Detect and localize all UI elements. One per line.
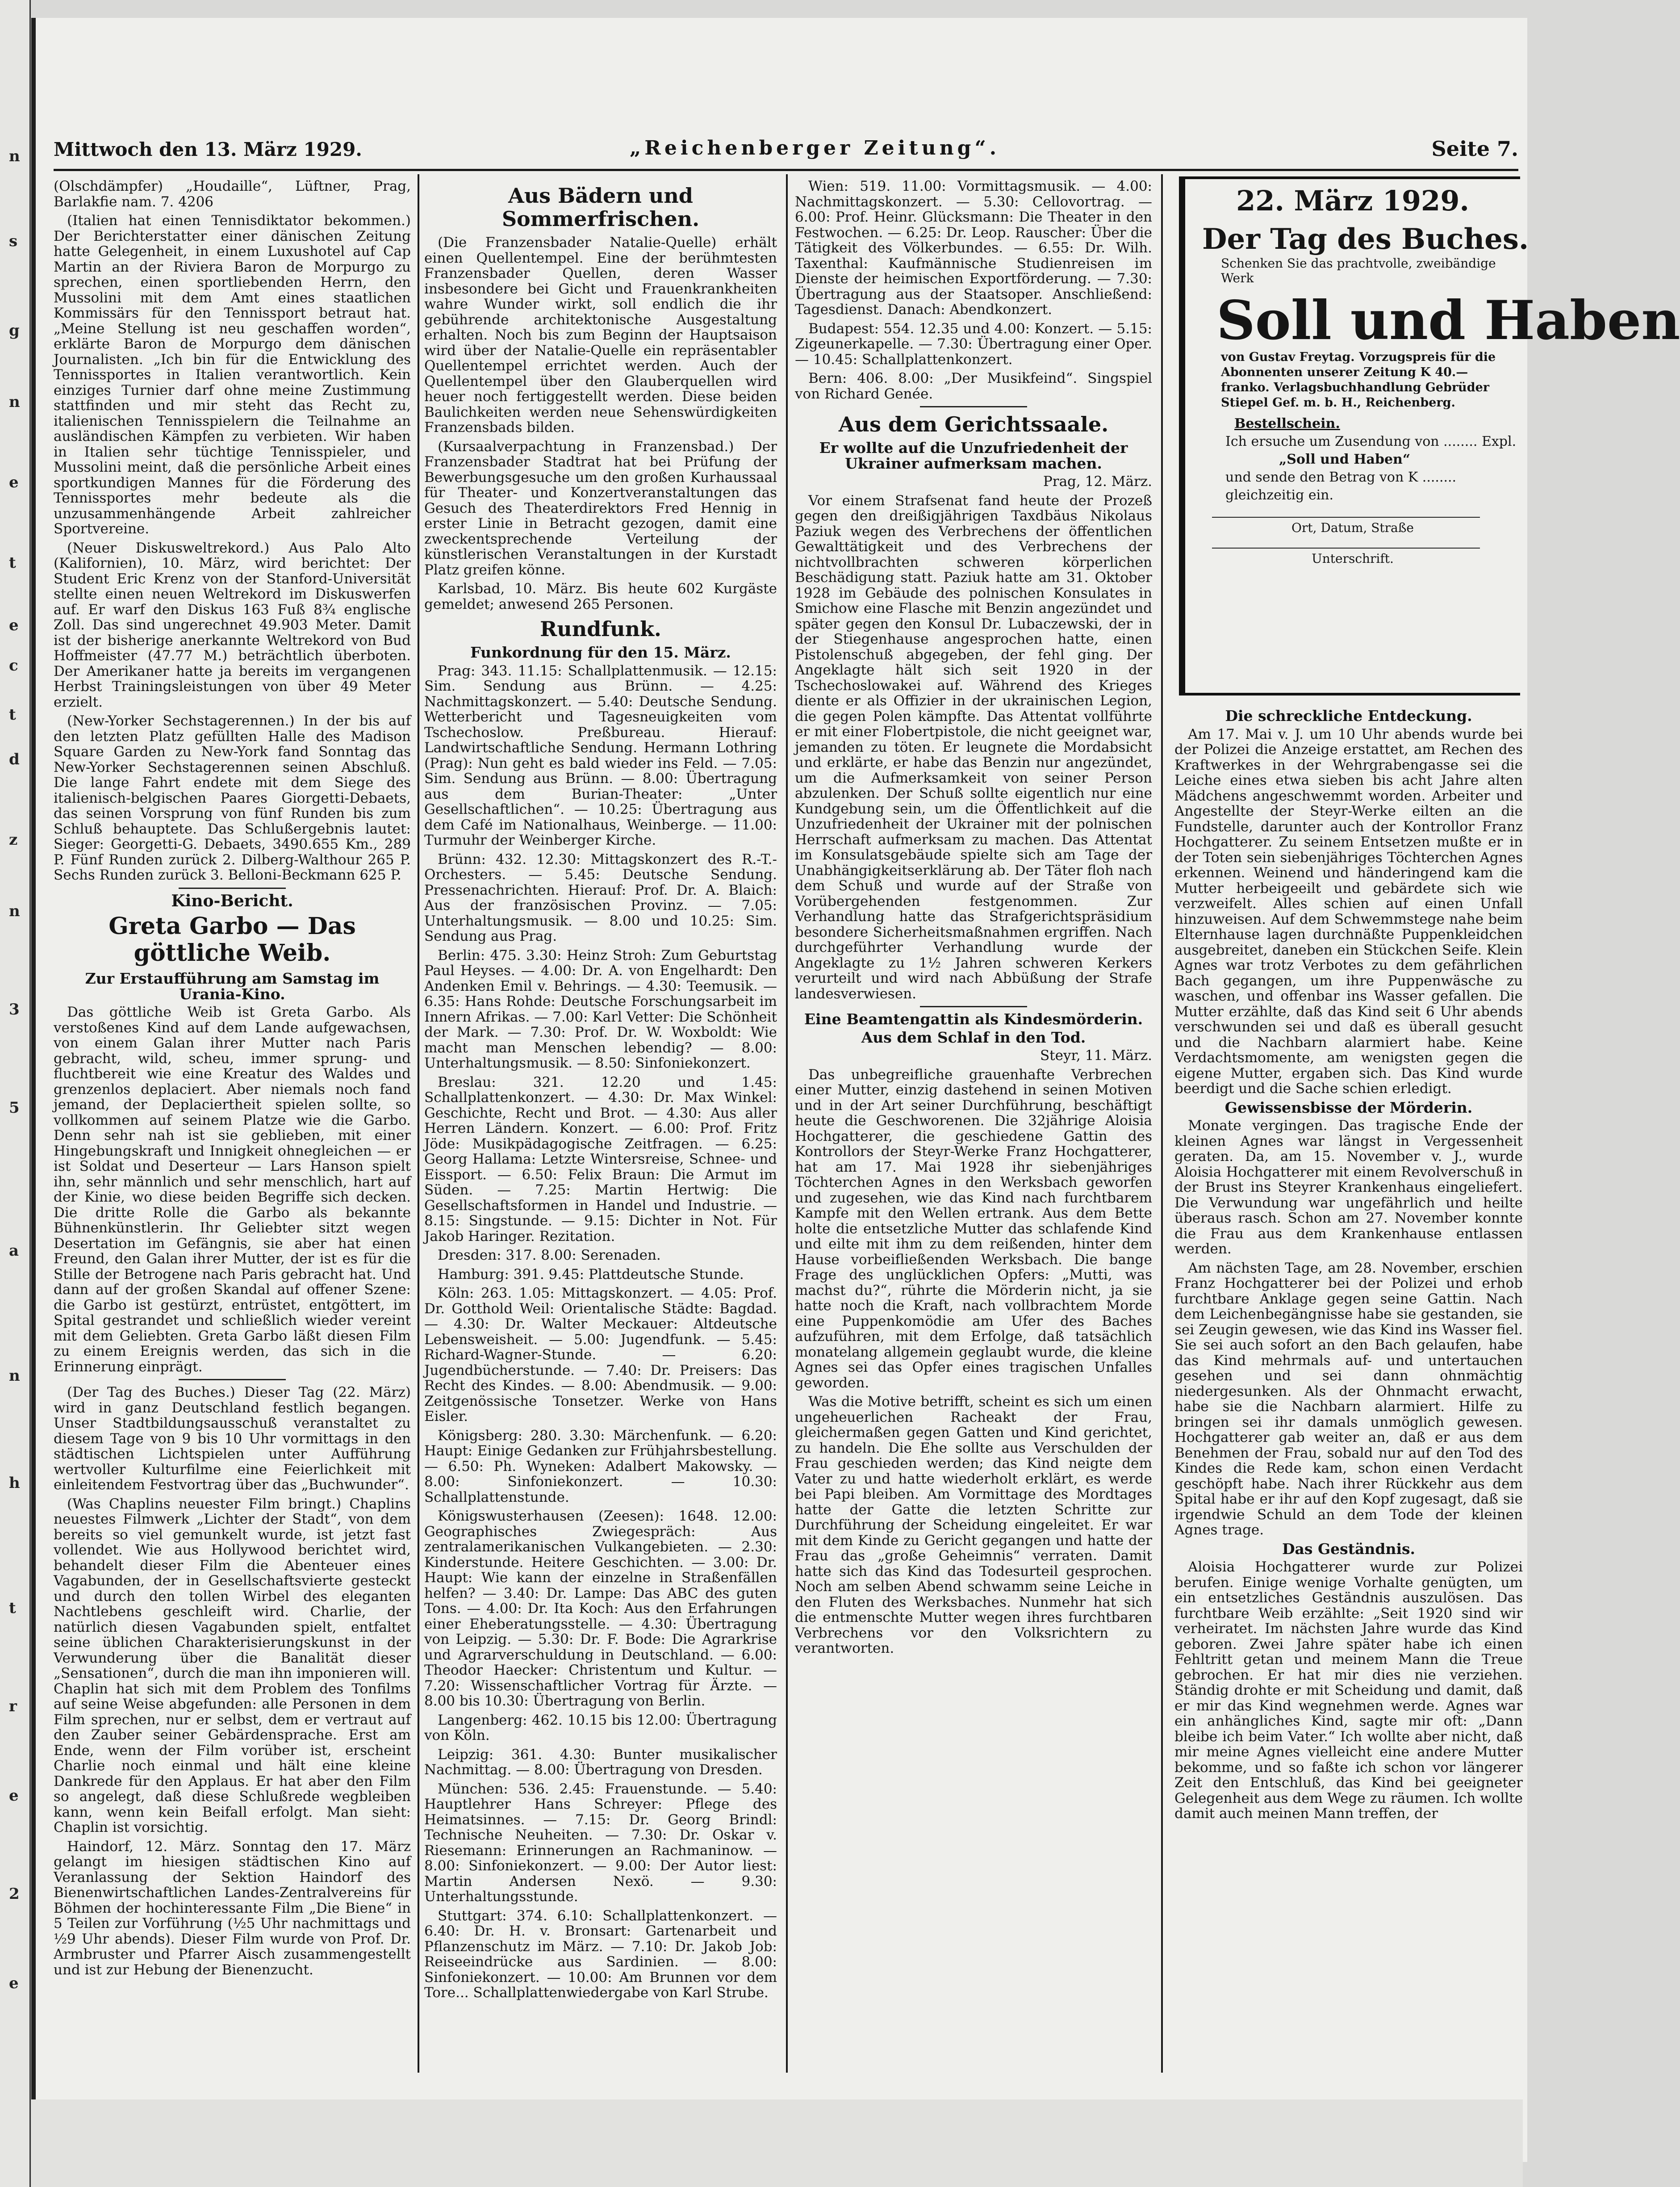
strip-letter: 2 bbox=[9, 1885, 20, 1903]
section-subheading: Die schreckliche Entdeckung. bbox=[1225, 707, 1472, 725]
radio-listing: Brünn: 432. 12.30: Mittagskonzert des R.-T.-Orchesters. — 5.45: Deutsche Sendung. Pressenachrichten. Hierauf: Prof. Dr. A. Blaich: Aus der französischen Provinz. — 7.05: Unterhaltungsmusik. — 8.00 und 10.25: Sim. Sendung aus Prag. bbox=[424, 851, 777, 944]
paragraph: Am nächsten Tage, am 28. November, erschien Franz Hochgatterer bei der Polizei und erhob furchtbare Anklage gegen seine Gattin. Nach dem Leichenbegängnisse habe sie gestanden, sie sei Zeugin gewesen, wie das Kind ins Wasser fiel. Sie sei auch sofort an den Bach gelaufen, habe das Kind mehrmals auf- und untertauchen gesehen und sei dann ohnmächtig niedergesunken. Als der Ohnmacht erwacht, habe sie die Nachbarn alarmiert. Hilfe zu bringen sei ihr damals unmöglich gewesen. Hochgatterer gab weiter an, daß er aus dem Benehmen der Frau, sobald nur auf den Tod des Kindes die Rede kam, schon einen Verdacht geschöpft habe. Nach ihrer Rückkehr aus dem Spital habe er ihr auf den Kopf zugesagt, daß sie irgendwie Schuld an dem Tode der kleinen Agnes trage. bbox=[1174, 1260, 1523, 1538]
paragraph: (Kursaalverpachtung in Franzensbad.) Der Franzensbader Stadtrat hat bei Prüfung der Bewerbungsgesuche um den großen Kurhaussaal für Theater- und Konzertveranstaltungen das Gesuch des Theaterdirektors Fred Hennig in erster Linie in Betracht gezogen, damit eine zweckentsprechende Verteilung der künstlerischen Veranstaltungen in der Kurstadt Platz greifen könne. bbox=[424, 438, 777, 578]
column-4 bbox=[1174, 706, 1523, 2099]
article-subheadline: Zur Erstaufführung am Samstag im Urania-Kino. bbox=[85, 970, 380, 1003]
strip-letter: c bbox=[9, 657, 18, 675]
strip-letter: e bbox=[9, 616, 19, 634]
strip-letter: d bbox=[9, 750, 20, 768]
strip-letter: 3 bbox=[9, 1001, 20, 1018]
article-subheadline: Aus dem Schlaf in den Tod. bbox=[861, 1028, 1086, 1046]
article-headline: Er wollte auf die Unzufriedenheit der Ukrainer aufmerksam machen. bbox=[819, 439, 1128, 472]
strip-letter: n bbox=[9, 1367, 20, 1385]
radio-listing: Dresden: 317. 8.00: Serenaden. bbox=[438, 1247, 661, 1263]
article-headline: Greta Garbo — Das göttliche Weib. bbox=[109, 913, 356, 967]
strip-letter: n bbox=[9, 147, 20, 165]
strip-letter: n bbox=[9, 393, 20, 411]
order-form bbox=[1225, 415, 1520, 504]
paragraph: (Der Tag des Buches.) Dieser Tag (22. März) wird in ganz Deutschland festlich begangen. Unser Stadtbildungsausschuß veranstaltet zu diesem Tage von 9 bis 10 Uhr vormittags in den städtischen Lichtspielen unter Aufführung wertvoller Kulturfilme eine Feierlichkeit mit einleitendem Festvortrag über das „Buchwunder“. bbox=[54, 1384, 411, 1493]
order-form-book: „Soll und Haben“ bbox=[1279, 452, 1411, 467]
masthead: „Reichenberger Zeitung“. bbox=[630, 137, 1000, 159]
paragraph: (Italien hat einen Tennisdiktator bekommen.) Der Berichterstatter einer dänischen Zeitung hatte Gelegenheit, in einem Luxushotel auf Cap Martin an der Riviera Baron de Morpurgo zu sprechen, einen sportliebenden Herrn, den Mussolini mit dem Amt eines staatlichen Kommissärs für den Tennissport betraut hat. „Meine Stellung ist neu geschaffen worden“, erklärte Baron de Morpurgo dem dänischen Journalisten. „Ich bin für die Entwicklung des Tennissportes in Italien verantwortlich. Kein einziges Turnier darf ohne meine Zustimmung stattfinden und mir steht das Recht zu, italienischen Tennisspielern die Teilnahme an ausländischen Kämpfen zu verbieten. Wir haben in Italien sehr tüchtige Tennisspieler, und Mussolini meint, daß die persönliche Arbeit eines sportkundigen Mannes für die Förderung des Tennissportes mehr bedeute als die unzusammenhängende Arbeit zahlreicher Sportvereine. bbox=[54, 213, 411, 537]
paragraph: Vor einem Strafsenat fand heute der Prozeß gegen den dreißigjährigen Taxdbäus Nikolaus Paziuk wegen des Verbrechens der öffentlichen Gewalttätigkeit und des Verbrechens der nichtvollbrachten schweren körperlichen Beschädigung statt. Paziuk hatte am 31. Oktober 1928 im Gebäude des polnischen Konsulates in Smichow eine Flasche mit Benzin angezündet und später gegen den Konsul Dr. Lubaczewski, der in der Stiegenhause angesprochen hatte, einen Pistolenschuß abgegeben, der fehl ging. Der Angeklagte hält sich seit 1920 in der Tschechoslowakei auf. Während des Krieges diente er als Offizier in der ukrainischen Legion, die gegen Polen kämpfte. Das Attentat vollführte er mit einer Flobertpistole, die nicht geeignet war, jemanden zu töten. Er leugnete die Mordabsicht und erklärte, er habe das Benzin nur angezündet, um die Aufmerksamkeit von seiner Person abzulenken. Der Schuß sollte eigentlich nur eine Kundgebung sein, um die Öffentlichkeit auf die Unzufriedenheit der Ukrainer mit der polnischen Herrschaft aufmerksam zu machen. Das Attentat im Konsulatsgebäude spielte sich am Tage der Unabhängigkeitserklärung ab. Der Täter floh nach dem Schuß und wurde auf der Straße von Vorübergehenden festgenommen. Zur Verhandlung hatte das Strafgerichtspräsidium besondere Sicherheitsmaßnahmen ergriffen. Nach durchgeführter Verhandlung wurde der Angeklagte zu 1½ Jahren schweren Kerkers verurteilt und wird nach Abbüßung der Strafe landesverwiesen. bbox=[795, 492, 1152, 1002]
paragraph: (Neuer Diskusweltrekord.) Aus Palo Alto (Kalifornien), 10. März, wird berichtet: Der Student Eric Krenz von der Stanford-Universität stellte einen neuen Weltrekord im Diskuswerfen auf. Er warf den Diskus 163 Fuß 8¾ englische Zoll. Das sind ungerechnet 49.903 Meter. Damit ist der bisherige anerkannte Weltrekord von Bud Hoffmeister (47.77 M.) beträchtlich überboten. Der Amerikaner hatte ja bereits im vergangenen Herbst Trainingsleistungen von über 49 Meter erzielt. bbox=[54, 540, 411, 710]
header-rule bbox=[54, 169, 1518, 171]
order-form-line: und sende den Betrag von K ........ gleichzeitig ein. bbox=[1225, 469, 1457, 503]
paragraph: Aloisia Hochgatterer wurde zur Polizei berufen. Einige wenige Vorhalte genügten, um ein entsetzliches Geständnis auszulösen. Das furchtbare Weib erzählte: „Seit 1920 sind wir verheiratet. Im nächsten Jahre wurde das Kind geboren. Zwei Jahre später habe ich einen Fehltritt getan und meinem Mann die Treue gebrochen. Er hat mir dies nie verziehen. Ständig drohte er mit Scheidung und damit, daß er mir das Kind wegnehmen werde. Agnes war ein anhängliches Kind, sagte mir oft: „Dann bleibe ich beim Vater.“ Ich wollte aber nicht, daß mir meine Agnes vielleicht eine andere Mutter bekomme, und so faßte ich schon vor längerer Zeit den Entschluß, das Kind bei geeigneter Gelegenheit aus dem Wege zu räumen. Ich wollte damit auch meinen Mann treffen, der bbox=[1174, 1559, 1523, 1822]
strip-letter: n bbox=[9, 902, 20, 920]
strip-letter: g bbox=[9, 322, 20, 339]
form-line-rule bbox=[1212, 548, 1480, 549]
paragraph: Am 17. Mai v. J. um 10 Uhr abends wurde bei der Polizei die Anzeige erstattet, am Rechen des Kraftwerkes in der Wehrgrabengasse sei die Leiche eines etwa sieben bis acht Jahre alten Mädchens angeschwemmt worden. Arbeiter und Angestellte der Steyr-Werke eilten an die Fundstelle, darunter auch der Kontrollor Franz Hochgatterer. Zu seinem Entsetzen mußte er in der Toten sein siebenjähriges Töchterchen Agnes erkennen. Weinend und händeringend kam die Mutter herbeigeeilt und gebärdete sich wie verzweifelt. Alles schien auf einen Unfall hinzuweisen. Auf dem Schwemmstege nahe beim Elternhause lagen durchnäßte Puppenkleidchen ausgebreitet, daneben ein Stückchen Seife. Klein Agnes war trotz Verbotes zu dem gefährlichen Bach gegangen, um ihre Puppenwäsche zu waschen, und offenbar ins Wasser gefallen. Die Mutter erzählte, daß das Kind seit 6 Uhr abends verschwunden sei und daß es überall gesucht und die Nachbarn alarmiert habe. Keine Verdachtsmomente, am wenigsten gegen die eigene Mutter, ergaben sich. Das Kind wurde beerdigt und die Sache schien erledigt. bbox=[1174, 726, 1523, 1097]
article-headline: Eine Beamtengattin als Kindesmörderin. bbox=[804, 1010, 1143, 1028]
divider bbox=[920, 1006, 1027, 1007]
divider bbox=[179, 888, 286, 889]
radio-listing: Breslau: 321. 12.20 und 1.45: Schallplattenkonzert. — 4.30: Dr. Max Winkel: Geschichte, Recht und Brot. — 4.30: Aus aller Herren Ländern. Konzert. — 6.00: Prof. Fritz Jöde: Musikpädagogische Zeitfragen. — 6.25: Georg Hallama: Letzte Wintersreise, Schnee- und Eissport. — 6.50: Felix Braun: Die Armut im Süden. — 7.25: Martin Hertwig: Die Gesellschaftsformen in Handel und Industrie. — 8.15: Singstunde. — 9.15: Dichter in Not. Für Jakob Haringer. Rezitation. bbox=[424, 1074, 777, 1244]
ad-date: 22. März 1929. bbox=[1236, 184, 1469, 217]
column-2 bbox=[424, 179, 777, 2099]
strip-letter: t bbox=[9, 1599, 16, 1617]
ad-tagline: Schenken Sie das prachtvolle, zweibändige Werk bbox=[1221, 256, 1496, 285]
strip-letter: t bbox=[9, 554, 16, 572]
ad-title: Der Tag des Buches. bbox=[1202, 222, 1529, 256]
section-heading: Aus Bädern und Sommerfrischen. bbox=[501, 184, 700, 231]
radio-listing: München: 536. 2.45: Frauenstunde. — 5.40: Hauptlehrer Hans Schreyer: Pflege des Heimatsinnes. — 7.15: Dr. Georg Brindl: Technische Neuheiten. — 7.30: Dr. Oskar v. Riesemann: Erinnerungen an Rachmaninow. — 8.00: Sinfoniekonzert. — 9.00: Der Autor liest: Martin Andersen Nexö. — 9.30: Unterhaltungsstunde. bbox=[424, 1781, 777, 1905]
paragraph: (Olschdämpfer) „Houdaille“, Lüftner, Prag, Barlakfie nam. 7. 4206 bbox=[54, 178, 411, 210]
divider bbox=[179, 1379, 286, 1380]
column-1 bbox=[54, 179, 411, 2099]
form-caption-place-date: Ort, Datum, Straße bbox=[1291, 520, 1414, 535]
section-heading: Aus dem Gerichtssaale. bbox=[838, 412, 1109, 436]
radio-listing: Stuttgart: 374. 6.10: Schallplattenkonzert. — 6.40: Dr. H. v. Bronsart: Gartenarbeit und Pflanzenschutz im März. — 7.10: Dr. Jakob Job: Reiseeindrücke aus Sardinien. — 8.00: Sinfoniekonzert. — 10.00: Am Brunnen vor dem Tore... Schallplattenwiedergabe von Karl Strube. bbox=[424, 1907, 777, 2001]
strip-letter: a bbox=[9, 1242, 19, 1260]
ad-book-title: Soll und Haben bbox=[1216, 289, 1680, 352]
paragraph: Haindorf, 12. März. Sonntag den 17. März gelangt im hiesigen städtischen Kino auf Veranlassung der Sektion Haindorf des Bienenwirtschaftlichen Landes-Zentralvereins für Böhmen der hochinteressante Film „Die Biene“ in 5 Teilen zur Vorführung (½5 Uhr nachmittags und ½9 Uhr abends). Dieser Film wurde von Prof. Dr. Armbruster und Pfarrer Aisch zusammengestellt und ist zur Hebung der Bienenzucht. bbox=[54, 1838, 411, 1978]
radio-listing: Köln: 263. 1.05: Mittagskonzert. — 4.05: Prof. Dr. Gotthold Weil: Orientalische Städte: Bagdad. — 4.30: Dr. Walter Meckauer: Altdeutsche Lebensweisheit. — 5.00: Jugendfunk. — 5.45: Richard-Wagner-Stunde. — 6.20: Jugendbücherstunde. — 7.40: Dr. Preisers: Das Recht des Kindes. — 8.00: Abendmusik. — 9.00: Zeitgenössische Tonsetzer. Werke von Hans Eisler. bbox=[424, 1285, 777, 1424]
form-caption-signature: Unterschrift. bbox=[1312, 551, 1394, 566]
dateline: Steyr, 11. März. bbox=[1040, 1047, 1152, 1064]
strip-letter: 5 bbox=[9, 1099, 20, 1117]
paragraph: (Die Franzensbader Natalie-Quelle) erhält einen Quellentempel. Eine der berühmtesten Franzensbader Quellen, deren Wasser insbesondere bei Gicht und Frauenkrankheiten wahre Wunder wirkt, soll endlich die ihr gebührende architektonische Ausgestaltung erhalten. Noch bis zum Beginn der Hauptsaison wird über der Natalie-Quelle ein repräsentabler Quellentempel errichtet werden. Auch der Quellentempel über den Glauberquellen wird heuer noch fertiggestellt werden. Diese beiden Baulichkeiten werden neue Sehenswürdigkeiten Franzensbads bilden. bbox=[424, 235, 777, 436]
column-3 bbox=[795, 179, 1152, 2099]
paragraph: (Was Chaplins neuester Film bringt.) Chaplins neuestes Filmwerk „Lichter der Stadt“, von dem bereits so viel gemunkelt wurde, ist jetzt fast vollendet. Wie aus Hollywood berichtet wird, behandelt dieser Film die Abenteuer eines Vagabunden, der in Gesellschaftsvierte gesteckt und durch den tollen Wirbel des eleganten Nachtlebens geschleift wird. Charlie, der natürlich diesen Vagabunden spielt, entfaltet seine üblichen Charakterisierungskunst in der Verwunderung über die Banalität dieser „Sensationen“, durch die man ihn imponieren will. Chaplin hat sich mit dem Problem des Tonfilms auf seine Weise abgefunden: alle Personen in dem Film sprechen, nur er selbst, dem er vertraut auf den Zauber seiner Gebärdensprache. Erst am Ende, wenn der Film vorüber ist, erscheint Charlie noch einmal und hält eine kleine Dankrede für den Applaus. Er hat aber den Film so angelegt, daß diese Schlußrede wegbleiben kann, wenn kein Beifall erfolgt. Man sieht: Chaplin ist vorsichtig. bbox=[54, 1496, 411, 1835]
radio-listing: Königsberg: 280. 3.30: Märchenfunk. — 6.20: Haupt: Einige Gedanken zur Frühjahrsbestellung. — 6.50: Ph. Wyneken: Adalbert Makowsky. — 8.00: Sinfoniekonzert. — 10.30: Schallplattenstunde. bbox=[424, 1427, 777, 1505]
divider bbox=[920, 406, 1027, 407]
radio-listing: Königswusterhausen (Zeesen): 1648. 12.00: Geographisches Zwiegespräch: Aus zentralamerikanischen Vulkangebieten. — 2.30: Kinderstunde. Heitere Geschichten. — 3.00: Dr. Haupt: Wie kann der einzelne in Straßenfällen helfen? — 3.40: Dr. Lampe: Das ABC des guten Tons. — 4.00: Dr. Ita Koch: Aus den Erfahrungen einer Eheberatungsstelle. — 4.30: Übertragung von Leipzig. — 5.30: Dr. F. Bode: Die Agrarkrise und Agrarverschuldung in Deutschland. — 6.00: Theodor Haecker: Christentum und Kultur. — 7.20: Wissenschaftlicher Vortrag für Ärzte. — 8.00 bis 10.30: Übertragung von Berlin. bbox=[424, 1508, 777, 1709]
order-form-line: Ich ersuche um Zusendung von ........ Expl. bbox=[1225, 434, 1517, 449]
radio-listing: Bern: 406. 8.00: „Der Musikfeind“. Singspiel von Richard Genée. bbox=[795, 370, 1152, 402]
page-number: Seite 7. bbox=[1431, 137, 1518, 161]
radio-listing: Prag: 343. 11.15: Schallplattenmusik. — 12.15: Sim. Sendung aus Brünn. — 4.25: Nachmittagskonzert. — 5.40: Deutsche Sendung. Wetterbericht und Tagesneuigkeiten vom Tschechoslow. Preßbureau. Hierauf: Landwirtschaftliche Sendung. Hermann Lothring (Prag): Nun geht es bald wieder ins Feld. — 7.05: Sim. Sendung aus Brünn. — 8.00: Übertragung aus dem Burian-Theater: „Unter Gesellschaftlichen“. — 10.25: Übertragung aus dem Café im Nationalhaus, Weinberge. — 11.00: Turmuhr der Weinberger Kirche. bbox=[424, 662, 777, 848]
section-subheading: Das Geständnis. bbox=[1282, 1540, 1416, 1558]
radio-listing: Hamburg: 391. 9.45: Plattdeutsche Stunde. bbox=[438, 1266, 744, 1282]
column-divider bbox=[1161, 174, 1163, 2073]
strip-letter: e bbox=[9, 1974, 19, 1992]
strip-letter: h bbox=[9, 1474, 20, 1492]
section-subheading: Funkordnung für den 15. März. bbox=[470, 644, 731, 661]
book-advertisement bbox=[1179, 176, 1680, 695]
strip-letter: t bbox=[9, 706, 16, 724]
page-header bbox=[54, 134, 1518, 174]
form-line-rule bbox=[1212, 517, 1480, 518]
paragraph: Monate vergingen. Das tragische Ende der kleinen Agnes war längst in Vergessenheit geraten. Da, am 15. November v. J., wurde Aloisia Hochgatterer mit einem Revolverschuß in der Brust ins Steyrer Krankenhaus eingeliefert. Die Verwundung war ungefährlich und heilte überaus rasch. Schon am 27. November konnte die Frau aus dem Krankenhause entlassen werden. bbox=[1174, 1118, 1523, 1257]
strip-letter: e bbox=[9, 473, 19, 491]
paragraph: Was die Motive betrifft, scheint es sich um einen ungeheuerlichen Racheakt der Frau, gleichermaßen gegen Gatten und Kind gerichtet, zu handeln. Die Ehe sollte aus Verschulden der Frau geschieden werden; das Kind neigte dem Vater zu und hatte wiederholt erklärt, es werde bei Papi bleiben. Am Vormittage des Mordtages hatte der Gatte die letzten Schritte zur Durchführung der Scheidung eingeleitet. Er war mit dem Kinde zu Gericht gegangen und hatte der Frau das „große Geheimnis“ verraten. Damit hatte sich das Kind das Todesurteil gesprochen. Noch am selben Abend schwamm seine Leiche in den Fluten des Werksbaches. Nunmehr hat sich die entmenschte Mutter wegen ihres furchtbaren Verbrechens vor den Volksrichtern zu verantworten. bbox=[795, 1394, 1152, 1656]
radio-listing: Berlin: 475. 3.30: Heinz Stroh: Zum Geburtstag Paul Heyses. — 4.00: Dr. A. von Engelhardt: Den Andenken Emil v. Behrings. — 4.30: Teemusik. — 6.35: Hans Rohde: Deutsche Forschungsarbeit im Innern Afrikas. — 7.00: Karl Vetter: Die Schönheit der Mark. — 7.30: Prof. Dr. W. Woxboldt: Wie macht man Menschen lebendig? — 8.00: Unterhaltungsmusik. — 8.50: Sinfoniekonzert. bbox=[424, 947, 777, 1071]
issue-date: Mittwoch den 13. März 1929. bbox=[54, 138, 362, 160]
paragraph: Das göttliche Weib ist Greta Garbo. Als verstoßenes Kind auf dem Lande aufgewachsen, von einem Galan ihrer Mutter nach Paris gebracht, wild, scheu, immer sprung- und fluchtbereit wie eine Kreatur des Waldes und grenzenlos deplaciert. Aber niemals noch fand jemand, der Deplaciertheit spielen sollte, so vollkommen auf seinem Platze wie die Garbo. Denn sehr nah ist sie geblieben, mit einer Hingebungskraft und Innigkeit ohnegleichen — er ist Soldat und Deserteur — Lars Hanson spielt ihn, sehr männlich und sehr menschlich, hart auf der Kinie, wo diese beiden Begriffe sich decken. Die dritte Rolle die Garbo als bekannte Bühnenkünstlerin. Ihr Geliebter sitzt wegen Desertation im Gefängnis, sie aber hat einen Freund, den Galan ihrer Mutter, der ist es für die Stille der Betrogene nach Paris gebracht hat. Und dann auf der großen Skandal auf offener Szene: die Garbo ist gestürzt, entrüstet, entgöttert, im Spital gestrandet und schließlich wieder vereint mit dem Geliebten. Greta Garbo läßt diesen Film zu einem Ereignis werden, das sich in die Erinnerung einprägt. bbox=[54, 1004, 411, 1375]
strip-letter: r bbox=[9, 1697, 17, 1715]
ad-publisher: von Gustav Freytag. Vorzugspreis für die Abonnenten unserer Zeitung K 40.— franko. Verlagsbuchhandlung Gebrüder Stiepel Gef. m. b. H., Reichenberg. bbox=[1221, 350, 1496, 410]
paragraph: Das unbegreifliche grauenhafte Verbrechen einer Mutter, einzig dastehend in seinen Motiven und in der Art seiner Durchführung, beschäftigt heute die Geschworenen. Die 32jährige Aloisia Hochgatterer, die geschiedene Gattin des Kontrollors der Steyr-Werke Franz Hochgatterer, hat am 17. Mai 1928 ihr siebenjähriges Töchterchen Agnes in den Werksbach geworfen und zugesehen, wie das Kind nach furchtbarem Kampfe mit den Wellen ertrank. Aus dem Bette holte die entsetzliche Mutter das schlafende Kind und eilte mit ihm zu dem reißenden, hinter dem Hause vorbeifließenden Werksbach. Die bange Frage des unglücklichen Opfers: „Mutti, was machst du?“, rührte die Mörderin nicht, ja sie hatte noch die Kraft, nach vollbrachtem Morde eine Puppenkomödie am Ufer des Baches aufzuführen, mit dem Erfolge, daß tatsächlich monatelang allgemein geglaubt wurde, die kleine Agnes sei das Opfer eines tragischen Unfalles geworden. bbox=[795, 1066, 1152, 1391]
strip-letter: e bbox=[9, 1787, 19, 1805]
strip-letter: z bbox=[9, 831, 18, 849]
left-margin-strip bbox=[0, 0, 31, 2187]
section-heading: Kino-Bericht. bbox=[171, 891, 293, 910]
column-divider bbox=[786, 174, 788, 2073]
paragraph: Karlsbad, 10. März. Bis heute 602 Kurgäste gemeldet; anwesend 265 Personen. bbox=[424, 581, 777, 612]
section-subheading: Gewissensbisse der Mörderin. bbox=[1224, 1098, 1473, 1116]
page-bottom-margin bbox=[31, 2099, 1523, 2187]
radio-listing: Leipzig: 361. 4.30: Bunter musikalischer Nachmittag. — 8.00: Übertragung von Dresden. bbox=[424, 1746, 777, 1778]
radio-listing: Wien: 519. 11.00: Vormittagsmusik. — 4.00: Nachmittagskonzert. — 5.30: Cellovortrag. — 6.00: Prof. Heinr. Glücksmann: Die Theater in den Festwochen. — 6.25: Dr. Leop. Rauscher: Über die Tätigkeit des Völkerbundes. — 6.55: Dr. Wilh. Taxenthal: Kaufmännische Studienreisen im Dienste der heimischen Exportförderung. — 7.30: Übertragung aus der Staatsoper. Anschließend: Tagesdienst. Danach: Abendkonzert. bbox=[795, 178, 1152, 318]
section-heading: Rundfunk. bbox=[540, 617, 661, 641]
paragraph: (New-Yorker Sechstagerennen.) In der bis auf den letzten Platz gefüllten Halle des Madison Square Garden zu New-York fand Sonntag das New-Yorker Sechstagerennen seinen Abschluß. Die lange Fahrt endete mit dem Siege des italienisch-belgischen Paares Giorgetti-Debaets, das seinen Vorsprung von fünf Runden bis zum Schluß behauptete. Das Schlußergebnis lautet: Sieger: Georgetti-G. Debaets, 3490.655 Km., 289 P. Fünf Runden zurück 2. Dilberg-Walthour 265 P. Sechs Runden zurück 3. Belloni-Beckmann 625 P. bbox=[54, 713, 411, 883]
column-divider bbox=[418, 174, 419, 2073]
radio-listing: Langenberg: 462. 10.15 bis 12.00: Übertragung von Köln. bbox=[424, 1712, 777, 1743]
radio-listing: Budapest: 554. 12.35 und 4.00: Konzert. — 5.15: Zigeunerkapelle. — 7.30: Übertragung einer Oper. — 10.45: Schallplattenkonzert. bbox=[795, 320, 1152, 368]
dateline: Prag, 12. März. bbox=[1043, 473, 1152, 490]
strip-letter: s bbox=[9, 232, 18, 250]
order-form-heading: Bestellschein. bbox=[1234, 416, 1340, 432]
